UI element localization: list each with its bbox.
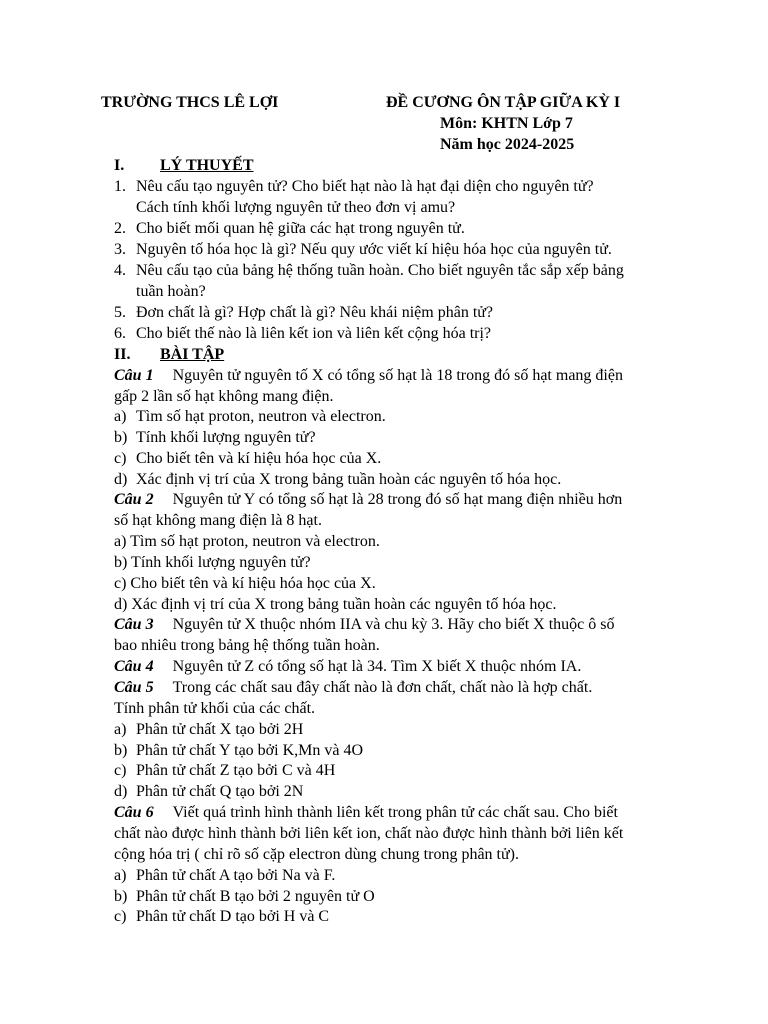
list-item: 5. Đơn chất là gì? Hợp chất là gì? Nêu khái niệm phân tử? — [114, 304, 494, 321]
list-item: 6. Cho biết thế nào là liên kết ion và liên kết cộng hóa trị? — [114, 325, 492, 342]
sub-question: c) Phân tử chất D tạo bởi H và C — [114, 908, 330, 925]
sub-question: d) Xác định vị trí của X trong bảng tuần hoàn các nguyên tố hóa học. — [114, 471, 562, 488]
question-label: Câu 5 — [114, 679, 154, 696]
list-item: 2. Cho biết mối quan hệ giữa các hạt trong nguyên tử. — [114, 220, 465, 237]
list-item-continuation: tuần hoàn? — [136, 283, 206, 300]
question-text: cộng hóa trị ( chỉ rõ số cặp electron dùng chung trong phân tử). — [114, 846, 519, 863]
section-heading-theory — [114, 156, 254, 176]
list-item-continuation: Cách tính khối lượng nguyên tử theo đơn vị amu? — [136, 199, 456, 216]
document-title: ĐỀ CƯƠNG ÔN TẬP GIỮA KỲ I — [386, 94, 621, 111]
sub-question: a) Phân tử chất X tạo bởi 2H — [114, 721, 304, 738]
section-title: BÀI TẬP — [160, 346, 225, 363]
question-text: số hạt không mang điện là 8 hạt. — [114, 512, 322, 529]
sub-question: b) Tính khối lượng nguyên tử? — [114, 429, 316, 446]
sub-question: c) Cho biết tên và kí hiệu hóa học của X. — [114, 450, 382, 467]
question-label: Câu 3 — [114, 616, 154, 633]
question-label: Câu 4 — [114, 658, 154, 675]
section-heading-exercises — [114, 345, 224, 365]
question-5: Câu 5 Trong các chất sau đây chất nào là đơn chất, chất nào là hợp chất. — [114, 679, 593, 696]
list-item: 1. Nêu cấu tạo nguyên tử? Cho biết hạt nào là hạt đại diện cho nguyên tử? — [114, 178, 594, 195]
question-label: Câu 1 — [114, 367, 154, 384]
question-6: Câu 6 Viết quá trình hình thành liên kết trong phân tử các chất sau. Cho biết — [114, 804, 618, 821]
question-label: Câu 6 — [114, 804, 154, 821]
sub-question: c) Phân tử chất Z tạo bởi C và 4H — [114, 762, 336, 779]
sub-question: d) Xác định vị trí của X trong bảng tuần hoàn các nguyên tố hóa học. — [114, 596, 557, 613]
question-text: chất nào được hình thành bởi liên kết ion, chất nào được hình thành bởi liên kết — [114, 825, 624, 842]
question-1: Câu 1 Nguyên tử nguyên tố X có tổng số hạt là 18 trong đó số hạt mang điện — [114, 367, 623, 384]
list-item: 3. Nguyên tố hóa học là gì? Nếu quy ước viết kí hiệu hóa học của nguyên tử. — [114, 241, 612, 258]
sub-question: a) Tìm số hạt proton, neutron và electron. — [114, 408, 386, 425]
sub-question: d) Phân tử chất Q tạo bởi 2N — [114, 783, 304, 800]
question-text: bao nhiêu trong bảng hệ thống tuần hoàn. — [114, 637, 380, 654]
subject-line: Môn: KHTN Lớp 7 — [440, 115, 573, 132]
sub-question: a) Tìm số hạt proton, neutron và electron. — [114, 533, 380, 550]
question-label: Câu 2 — [114, 491, 154, 508]
question-text: gấp 2 lần số hạt không mang điện. — [114, 388, 334, 405]
section-roman-numeral: I. — [114, 157, 125, 174]
question-4: Câu 4 Nguyên tử Z có tổng số hạt là 34. Tìm X biết X thuộc nhóm IA. — [114, 658, 582, 675]
sub-question: c) Cho biết tên và kí hiệu hóa học của X. — [114, 575, 376, 592]
sub-question: b) Tính khối lượng nguyên tử? — [114, 554, 311, 571]
question-2: Câu 2 Nguyên tử Y có tổng số hạt là 28 trong đó số hạt mang điện nhiều hơn — [114, 491, 623, 508]
question-text: Tính phân tử khối của các chất. — [114, 700, 316, 717]
sub-question: b) Phân tử chất Y tạo bởi K,Mn và 4O — [114, 742, 364, 759]
sub-question: a) Phân tử chất A tạo bởi Na và F. — [114, 867, 336, 884]
list-item: 4. Nêu cấu tạo của bảng hệ thống tuần hoàn. Cho biết nguyên tắc sắp xếp bảng — [114, 262, 624, 279]
school-name: TRƯỜNG THCS LÊ LỢI — [101, 94, 279, 111]
school-year: Năm học 2024-2025 — [440, 136, 575, 153]
section-title: LÝ THUYẾT — [160, 157, 254, 174]
question-3: Câu 3 Nguyên tử X thuộc nhóm IIA và chu kỳ 3. Hãy cho biết X thuộc ô số — [114, 616, 615, 633]
sub-question: b) Phân tử chất B tạo bởi 2 nguyên tử O — [114, 888, 375, 905]
section-roman-numeral: II. — [114, 346, 131, 363]
